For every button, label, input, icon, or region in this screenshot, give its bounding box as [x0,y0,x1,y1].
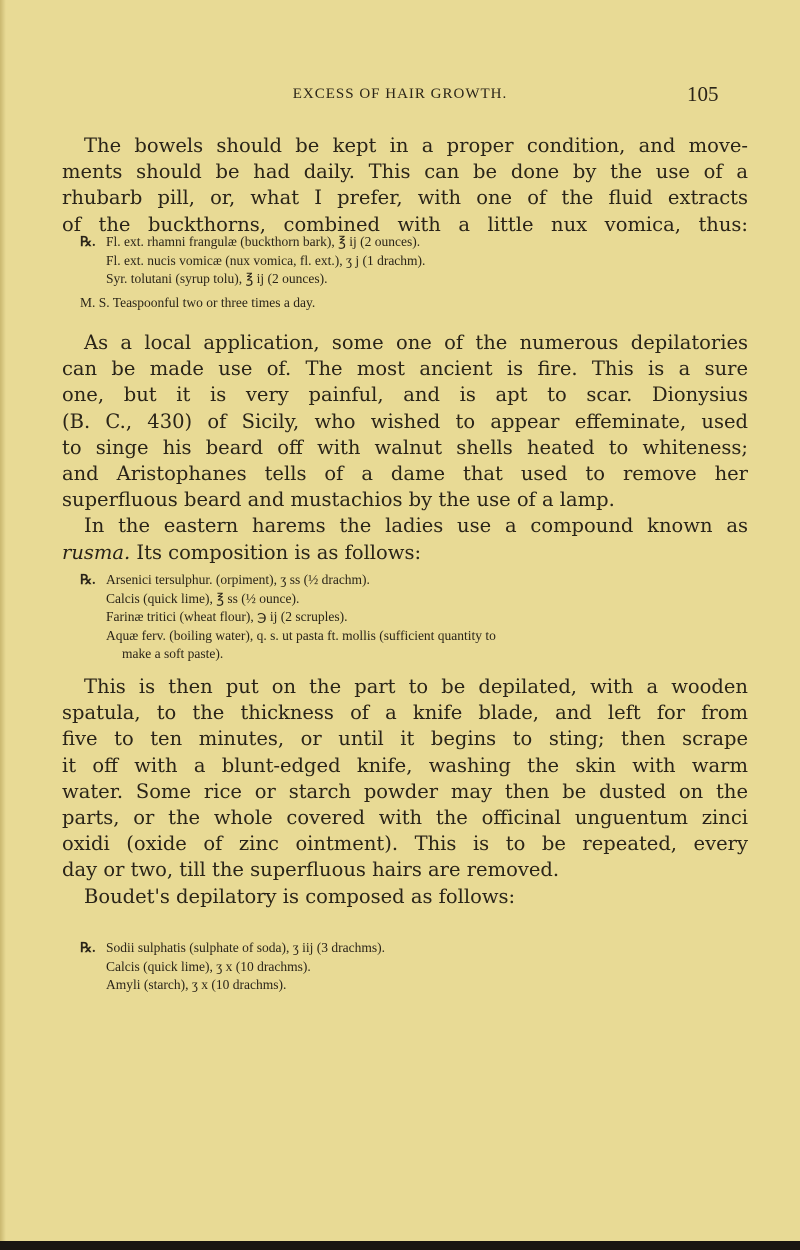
recipe-signa: M. S. Teaspoonful two or three times a day. [80,294,316,310]
recipe-line: Calcis (quick lime), ℥ ss (½ ounce). [106,590,300,606]
recipe-line: Aquæ ferv. (boiling water), q. s. ut pasta ft. mollis (sufficient quantity to [106,627,496,643]
recipe-line: Calcis (quick lime), ʒ x (10 drachms). [106,958,311,974]
text-line: (B. C., 430) of Sicily, who wished to appear effeminate, used [62,409,748,433]
paragraph-bowels [62,133,748,238]
text-line: it off with a blunt-edged knife, washing the skin with warm [62,753,748,777]
recipe-boudet [80,939,385,995]
rusma-term: rusma. [62,540,131,564]
text-line: As a local application, some one of the numerous depilatories [84,331,748,354]
recipe-line: Syr. tolutani (syrup tolu), ℥ ij (2 ounces). [106,271,328,286]
text-line: oxidi (oxide of zinc ointment). This is to be repeated, every [62,832,748,856]
text-line: In the eastern harems the ladies use a compound known as [84,514,748,538]
recipe-symbol: ℞. [80,940,96,955]
scan-bottom-edge [0,1241,800,1250]
recipe-rusma [80,571,496,664]
text-line: Boudet's depilatory is composed as follows: [84,884,516,908]
recipe-line: Sodii sulphatis (sulphate of soda), ʒ iij (3 drachms). [106,940,385,955]
paragraph-depilatories [62,330,748,566]
recipe-line: make a soft paste). [122,646,224,661]
paragraph-application [62,674,748,910]
page-edge-shadow [0,0,6,1250]
recipe-symbol: ℞. [80,234,96,249]
recipe-line: Farinæ tritici (wheat flour), ℈ ij (2 scruples). [106,609,348,624]
text-fragment: Its composition is as follows: [130,540,422,564]
text-line: parts, or the whole covered with the officinal unguentum zinci [62,806,748,830]
text-line: five to ten minutes, or until it begins to sting; then scrape [62,727,748,751]
text-line: ments should be had daily. This can be done by the use of a [62,160,748,184]
text-line: and Aristophanes tells of a dame that used to remove her [62,462,748,486]
text-line: water. Some rice or starch powder may then be dusted on the [62,779,748,803]
text-line: to singe his beard off with walnut shells heated to whiteness; [62,435,748,459]
text-line: of the buckthorns, combined with a little nux vomica, thus: [62,212,748,236]
recipe-line: Fl. ext. nucis vomicæ (nux vomica, fl. ext.), ʒ j (1 drachm). [106,252,426,268]
text-line: The bowels should be kept in a proper condition, and move- [84,134,748,157]
page-number: 105 [687,82,719,106]
text-line [62,540,748,566]
recipe-buckthorn [80,233,425,312]
running-title: EXCESS OF HAIR GROWTH. [292,86,508,102]
text-line: one, but it is very painful, and is apt to scar. Dionysius [62,383,748,407]
text-line: This is then put on the part to be depilated, with a wooden [84,675,748,698]
text-line: can be made use of. The most ancient is fire. This is a sure [62,357,748,381]
recipe-line: Arsenici tersulphur. (orpiment), ʒ ss (½ drachm). [106,572,370,587]
text-line: superfluous beard and mustachios by the use of a lamp. [62,488,615,512]
text-line: rhubarb pill, or, what I prefer, with one of the fluid extracts [62,186,748,210]
recipe-line: Amyli (starch), ʒ x (10 drachms). [106,977,287,992]
recipe-symbol: ℞. [80,572,96,587]
recipe-line: Fl. ext. rhamni frangulæ (buckthorn bark), ℥ ij (2 ounces). [106,234,421,249]
text-line: spatula, to the thickness of a knife blade, and left for from [62,701,748,725]
text-line: day or two, till the superfluous hairs are removed. [62,858,560,882]
